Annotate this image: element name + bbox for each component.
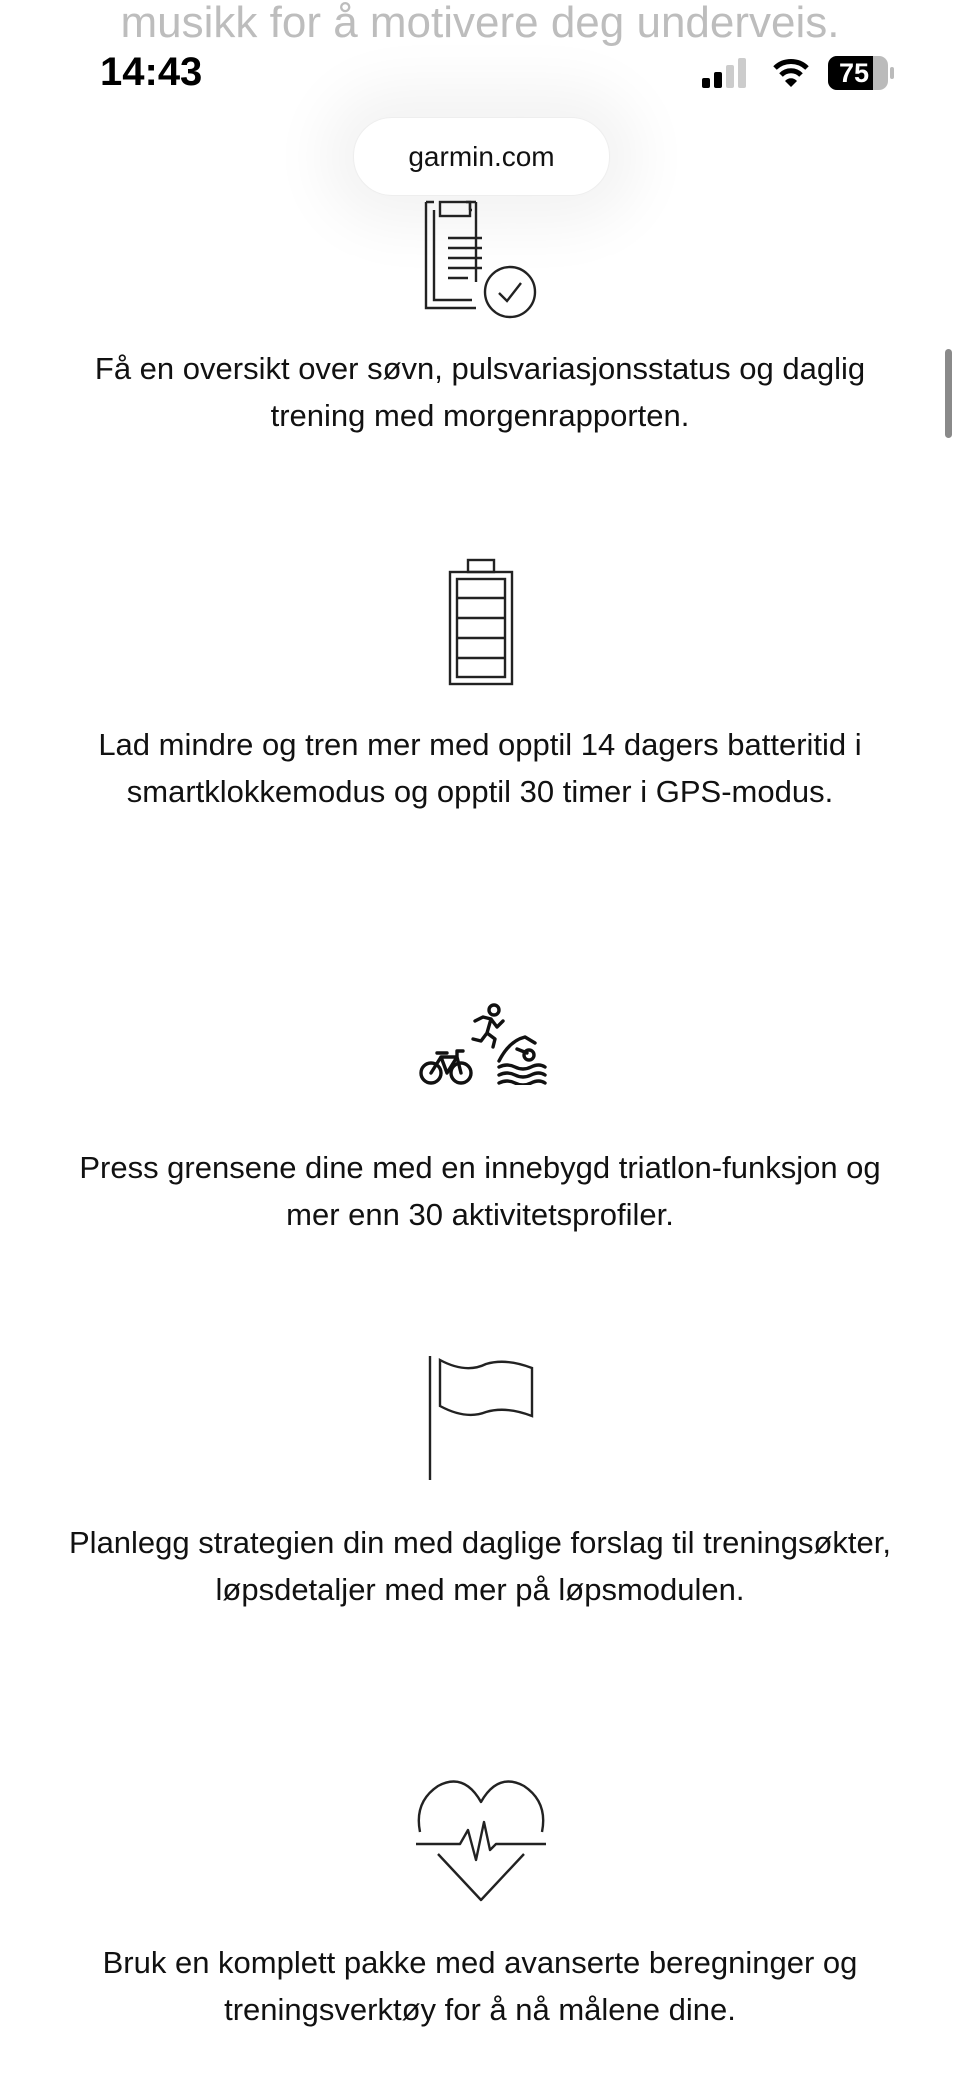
battery-icon xyxy=(448,558,514,686)
feature-text-morning-report: Få en oversikt over søvn, pulsvariasjonsstatus og daglig trening med morgenrapporten. xyxy=(94,351,866,433)
feature-text-race-planning: Planlegg strategien din med daglige forslag til treningsøkter, løpsdetaljer med mer på løpsmodulen. xyxy=(69,1525,891,1607)
heart-pulse-icon xyxy=(416,1778,546,1904)
feature-text-triathlon: Press grensene dine med en innebygd triatlon-funksjon og mer enn 30 aktivitetsprofiler. xyxy=(79,1150,881,1232)
address-domain: garmin.com xyxy=(408,140,555,172)
scrollbar[interactable] xyxy=(945,349,952,438)
triathlon-icon xyxy=(417,1003,547,1085)
signal-icon xyxy=(702,58,750,88)
scrolled-background-text: musikk for å motivere deg underveis. xyxy=(120,0,840,47)
status-time: 14:43 xyxy=(100,50,203,94)
address-bar[interactable] xyxy=(353,117,610,196)
feature-text-training-tools: Bruk en komplett pakke med avanserte beregninger og treningsverktøy for å nå målene dine. xyxy=(102,1945,858,2027)
flag-icon xyxy=(426,1354,536,1482)
wifi-icon xyxy=(773,56,809,88)
clipboard-check-icon xyxy=(420,196,540,320)
battery-indicator xyxy=(828,56,894,90)
battery-level: 75 xyxy=(838,58,870,88)
feature-text-battery: Lad mindre og tren mer med opptil 14 dagers batteritid i smartklokkemodus og opptil 30 timer i GPS-modus. xyxy=(98,727,862,809)
